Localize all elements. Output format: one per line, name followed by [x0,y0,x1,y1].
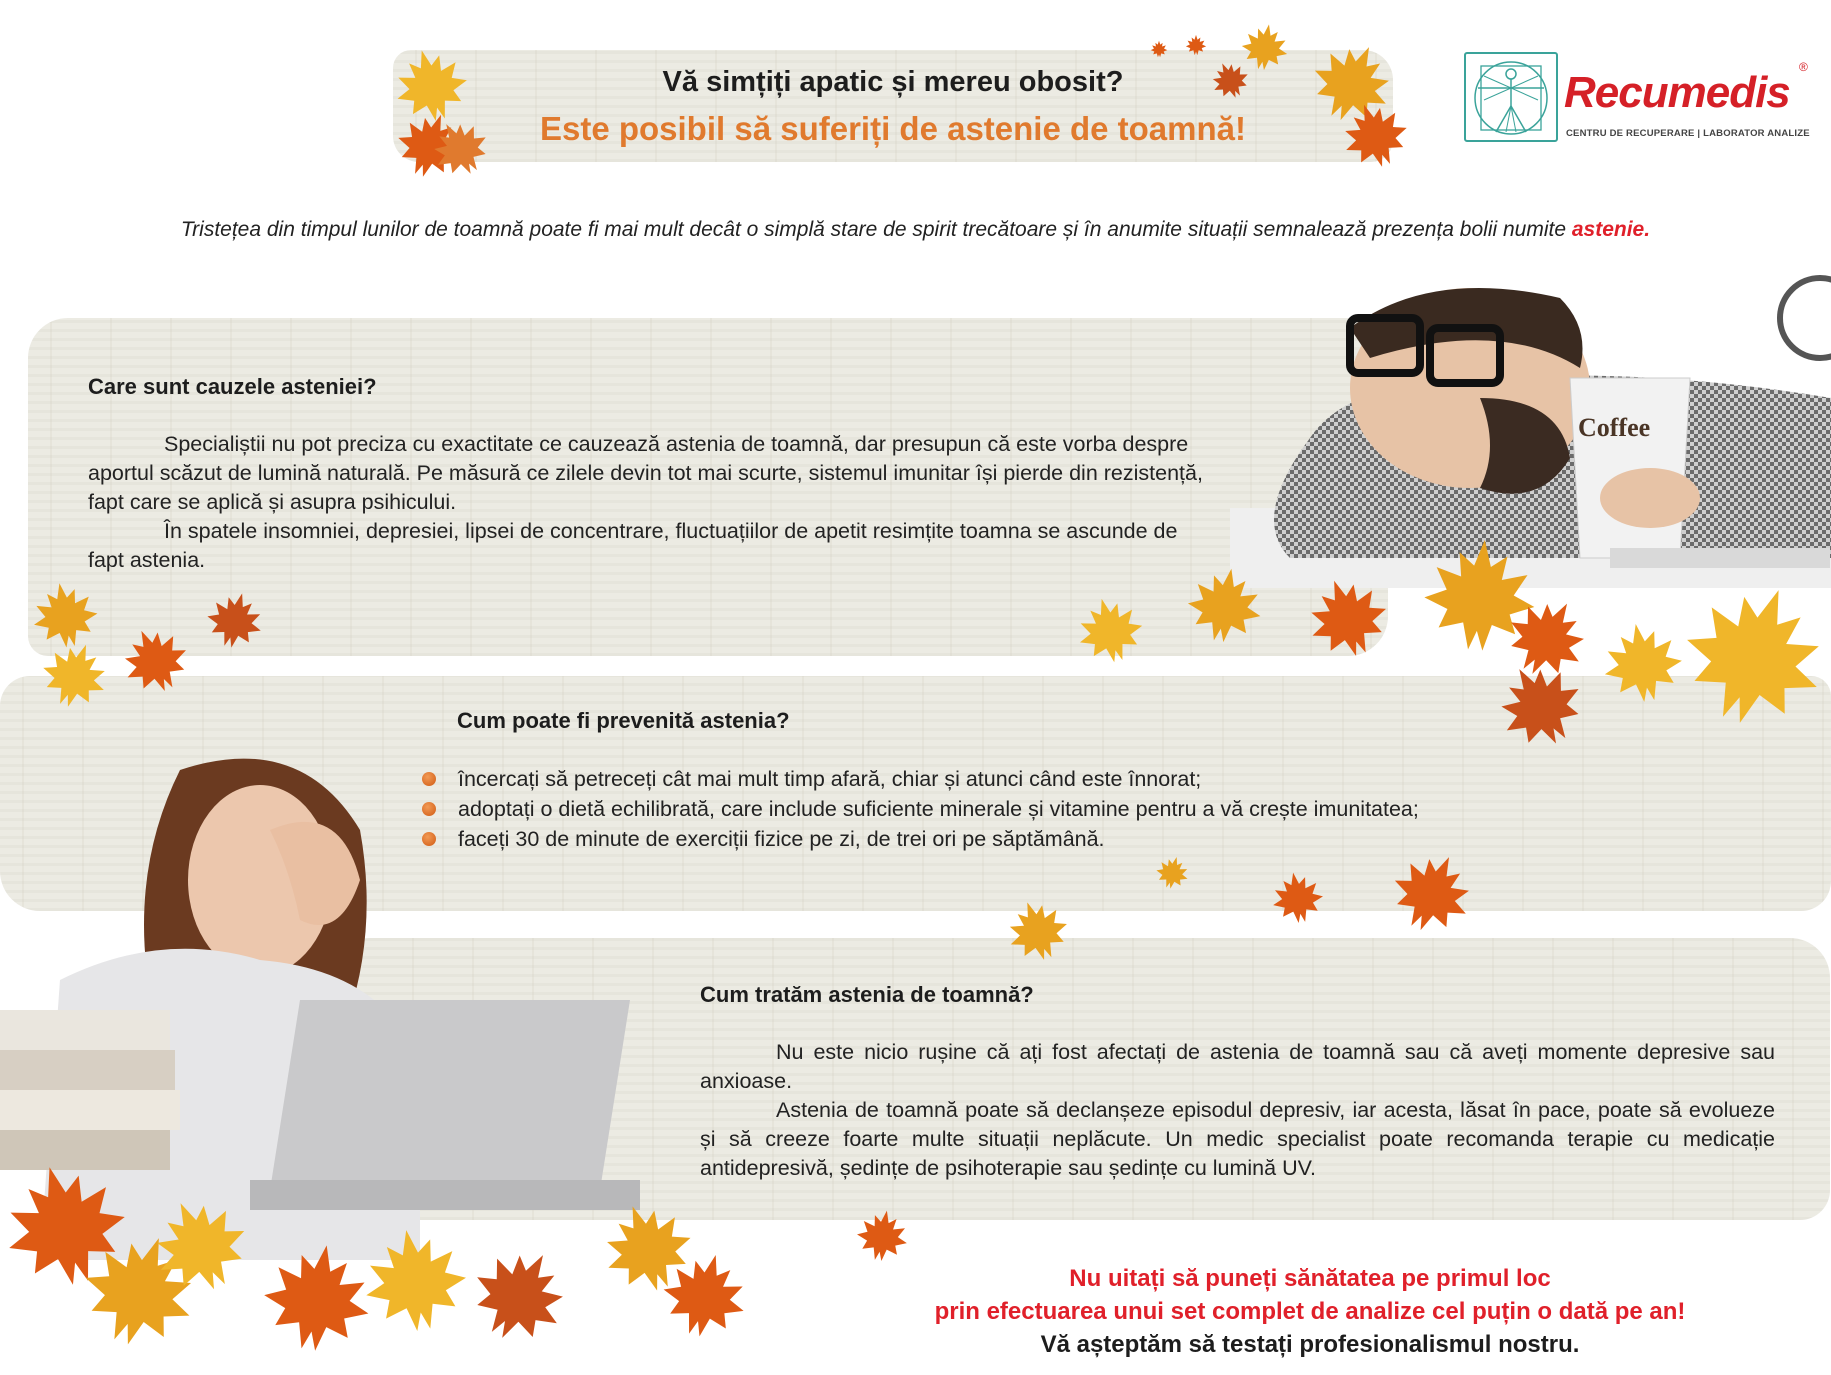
maple-leaf-icon [1179,559,1272,652]
closing-line-1: Nu uitați să puneți sănătatea pe primul loc [1069,1265,1551,1292]
list-item-text: încercați să petreceți cât mai mult timp afară, chiar și atunci când este înnorat; [458,767,1202,791]
prevention-heading: Cum poate fi prevenită astenia? [457,708,790,733]
intro-text [0,218,1831,242]
brand-tagline: CENTRU DE RECUPERARE | LABORATOR ANALIZE [1566,128,1810,139]
bullet-icon [422,802,436,816]
bullet-icon [422,772,436,786]
brand-registered-mark: ® [1799,60,1808,74]
causes-paragraph-2: În spatele insomniei, depresiei, lipsei de concentrare, fluctuațiilor de apetit resimțite toamna se ascunde de fapt astenia. [88,519,1178,572]
intro-sentence: Tristețea din timpul lunilor de toamnă poate fi mai mult decât o simplă stare de spirit trecătoare și în anumite situații semnalează prezența bolii numite [180,218,1572,241]
treatment-text [700,1038,1775,1183]
intro-highlight: astenie. [1571,218,1651,241]
maple-leaf-icon [1150,40,1168,58]
list-item-text: adoptați o dietă echilibrată, care include suficiente minerale și vitamine pentru a vă crește imunitatea; [458,797,1419,821]
page-title: Vă simțiți apatic și mereu obosit? [662,66,1124,98]
causes-heading: Care sunt cauzele asteniei? [88,374,377,399]
vitruvian-logo-icon [1464,52,1558,142]
list-item [422,794,1722,824]
maple-leaf-icon [351,1216,478,1343]
treatment-paragraph-2: Astenia de toamnă poate să declanșeze episodul depresiv, iar acesta, lăsat în pace, poate să evolueze și să creeze foarte multe situații neplăcute. Un medic specialist poate recomanda terapie cu medicație antidepresivă, ședințe de psihoterapie sau ședințe cu lumină UV. [700,1098,1775,1180]
list-item [422,824,1722,854]
prevention-list [422,764,1722,854]
causes-text [88,430,1208,575]
maple-leaf-icon [1185,34,1207,56]
brand-logo: Recumedis [1564,68,1790,117]
closing-line-2: prin efectuarea unui set complet de analize cel puțin o dată pe an! [934,1298,1686,1325]
coffee-cup-label: Coffee [1578,413,1651,442]
page-subtitle: Este posibil să suferiți de astenie de toamnă! [539,110,1247,147]
bullet-icon [422,832,436,846]
list-item-text: faceți 30 de minute de exerciții fizice pe zi, de trei ori pe săptămână. [458,827,1105,851]
causes-paragraph-1: Specialiștii nu pot preciza cu exactitate ce cauzează astenia de toamnă, dar presupun că este vorba despre aportul scăzut de lumină naturală. Pe măsură ce zilele devin tot mai scurte, sistemul imunitar își pierde din rezistență, fapt care se aplică și asupra psihicului. [88,432,1203,514]
list-item [422,764,1722,794]
closing-line-3: Vă așteptăm să testați profesionalismul nostru. [1040,1331,1580,1358]
closing-message [760,1262,1831,1361]
maple-leaf-icon [851,1204,915,1268]
treatment-heading: Cum tratăm astenia de toamnă? [700,982,1034,1007]
maple-leaf-icon [1266,866,1330,930]
treatment-paragraph-1: Nu este nicio rușine că ați fost afectați de astenia de toamnă sau că aveți momente depresive sau anxioase. [700,1040,1775,1093]
